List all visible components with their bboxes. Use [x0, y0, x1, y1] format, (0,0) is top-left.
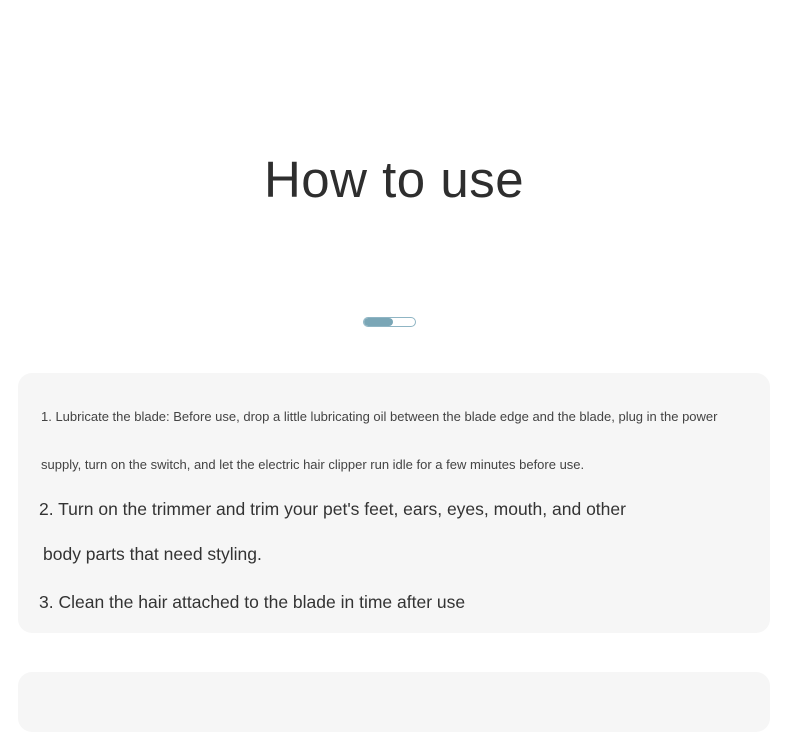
- instruction-line: 2. Turn on the trimmer and trim your pet's feet, ears, eyes, mouth, and other: [39, 499, 626, 519]
- instruction-line: supply, turn on the switch, and let the electric hair clipper run idle for a few minutes before use.: [41, 457, 585, 472]
- next-section-card: [18, 672, 770, 732]
- carousel-progress-indicator[interactable]: [363, 317, 416, 327]
- carousel-progress-fill: [364, 318, 393, 326]
- instructions-card: [18, 373, 770, 633]
- instruction-line: 3. Clean the hair attached to the blade in time after use: [39, 592, 466, 612]
- instruction-line: 1. Lubricate the blade: Before use, drop a little lubricating oil between the blade edge and the blade, plug in the power: [41, 409, 718, 424]
- section-title: How to use: [263, 151, 525, 208]
- instruction-line: body parts that need styling.: [43, 544, 262, 564]
